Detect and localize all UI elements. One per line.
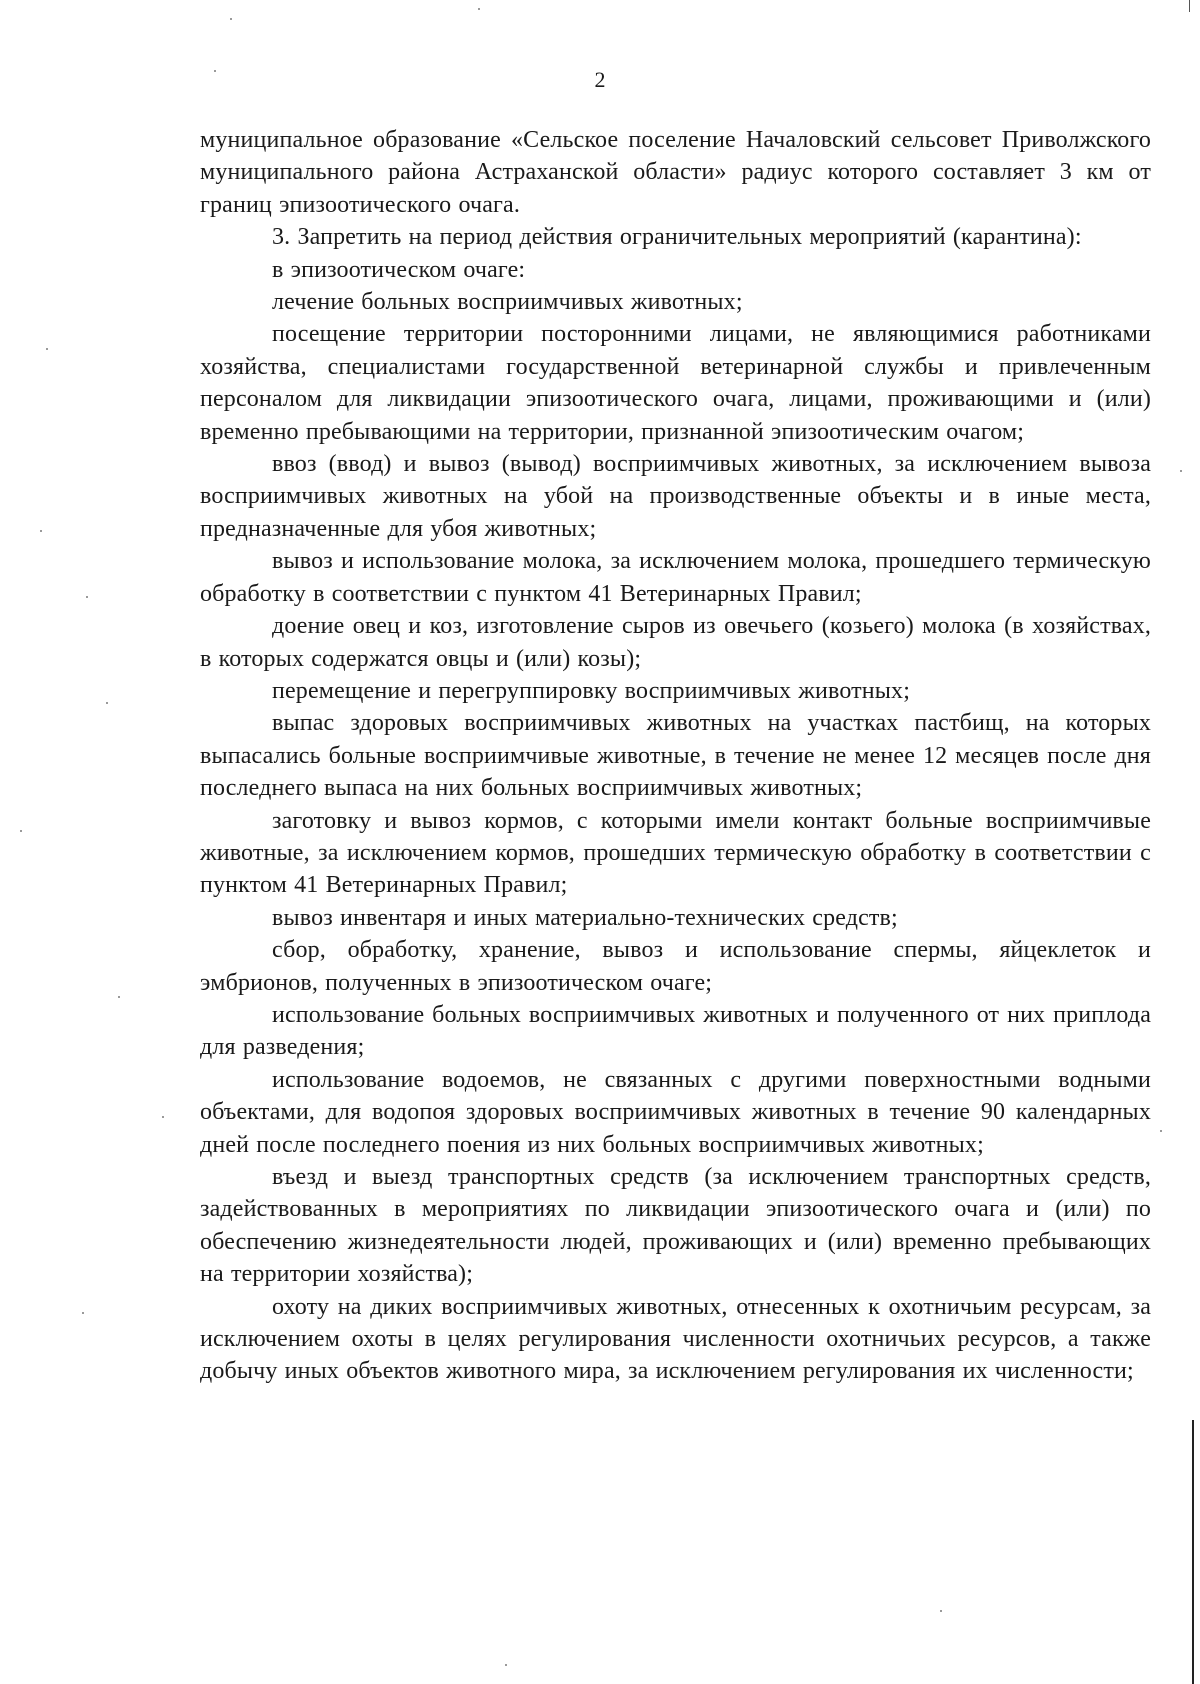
paragraph-grazing: выпас здоровых восприимчивых животных на участках пастбищ, на которых выпасались больные восприимчивые животные, в течение не менее 12 месяцев после дня последнего выпаса на них больных восприимчивых животных; [200,710,1151,802]
paragraph-hunting: охоту на диких восприимчивых животных, отнесенных к охотничьим ресурсам, за исключением охоты в целях регулирования численности охотничьих ресурсов, а также добычу иных объектов животного мира, за исключением регулирования их численности; [200,1293,1151,1385]
scan-speck [478,8,480,10]
paragraph-visiting-territory: посещение территории посторонними лицами, не являющимися работниками хозяйства, специалистами государственной ветеринарной службы и привлеченным персоналом для ликвидации эпизоотического очага, лицами, проживающими и (или) временно пребывающими на территории, признанной эпизоотическим очагом; [200,321,1151,445]
paragraph-milking-cheese: доение овец и коз, изготовление сыров из овечьего (козьего) молока (в хозяйствах, в которых содержатся овцы и (или) козы); [200,613,1151,672]
paragraph-treatment: лечение больных восприимчивых животных; [272,289,743,316]
paragraph-feed: заготовку и вывоз кормов, с которыми имели контакт больные восприимчивые животные, за исключением кормов, прошедших термическую обработку в соответствии с пунктом 41 Ветеринарных Правил; [200,807,1151,899]
scan-speck [82,1312,84,1314]
paragraph-continuation: муниципальное образование «Сельское поселение Началовский сельсовет Приволжского муниципального района Астраханской области» радиус которого составляет 3 км от границ эпизоотического очага. [200,127,1151,218]
paragraph-regrouping: перемещение и перегруппировку восприимчивых животных; [272,677,911,704]
paragraph-import-export-animals: ввоз (ввод) и вывоз (вывод) восприимчивых животных, за исключением вывоза восприимчивых животных на убой на производственные объекты и в иные места, предназначенные для убоя животных; [200,451,1151,542]
scan-speck [46,348,48,350]
page-number: 2 [594,67,606,92]
scan-speck [106,702,108,704]
scan-speck [20,830,22,832]
scan-speck [118,996,120,998]
scan-speck [940,1610,942,1612]
paragraph-subheading-outbreak: в эпизоотическом очаге: [272,256,526,283]
paragraph-sperm-embryos: сбор, обработку, хранение, вывоз и использование спермы, яйцеклеток и эмбрионов, полученных в эпизоотическом очаге; [200,937,1151,996]
scan-speck [40,530,42,532]
paragraph-inventory: вывоз инвентаря и иных материально-технических средств; [272,904,898,931]
paragraph-item-3-heading: 3. Запретить на период действия ограничительных мероприятий (карантина): [272,224,1082,251]
paragraph-breeding: использование больных восприимчивых животных и полученного от них приплода для разведения; [200,1001,1151,1061]
scan-speck [230,18,232,20]
document-body [200,124,1151,1388]
scan-edge-shadow [1192,1420,1194,1684]
scan-edge-mark [1189,0,1190,12]
scan-speck [86,596,88,598]
scan-speck [214,70,216,72]
paragraph-vehicles: въезд и выезд транспортных средств (за исключением транспортных средств, задействованных в мероприятиях по ликвидации эпизоотического очага и (или) по обеспечению жизнедеятельности людей, проживающих и (или) временно пребывающих на территории хозяйства); [200,1164,1151,1288]
scan-speck [162,1116,164,1118]
scan-speck [505,1664,507,1666]
scan-speck [1160,1130,1162,1132]
paragraph-water-bodies: использование водоемов, не связанных с другими поверхностными водными объектами, для водопоя здоровых восприимчивых животных в течение 90 календарных дней после последнего поения из них больных восприимчивых животных; [200,1066,1151,1158]
paragraph-milk: вывоз и использование молока, за исключением молока, прошедшего термическую обработку в соответствии с пунктом 41 Ветеринарных Правил; [200,548,1151,607]
scan-speck [1180,470,1182,472]
